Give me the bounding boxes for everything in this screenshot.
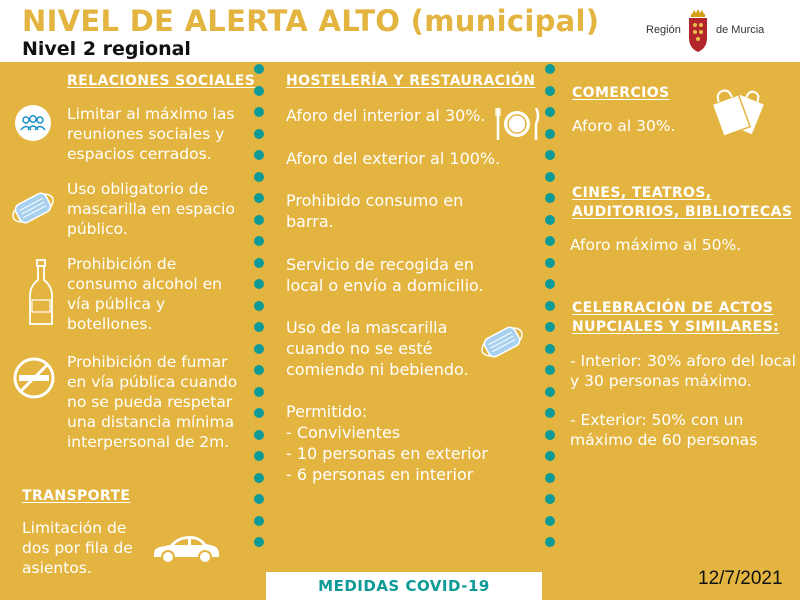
region-logo [646,8,776,58]
separator-dot [545,430,555,440]
separator-dot [545,473,555,483]
logo-text-right: de Murcia [716,24,765,36]
separator-dot [254,215,264,225]
separator-dot [545,193,555,203]
separator-dot [254,430,264,440]
page-title: NIVEL DE ALERTA ALTO (municipal) [22,4,600,38]
separator-dot [545,344,555,354]
separator-dot [254,236,264,246]
car-icon [150,532,222,566]
transport-text: Limitación de dos por fila de asientos. [22,519,133,577]
social-text-4: Prohibición de fumar en vía pública cuando no se pueda respetar una distancia mínima interpersonal de 2m. [67,353,238,451]
separator-dot [545,107,555,117]
separator-dot [254,451,264,461]
separator-dot [545,150,555,160]
separator-dot [254,279,264,289]
section-title-hospitality: HOSTELERÍA Y RESTAURACIÓN [286,73,536,89]
separator-dot [545,258,555,268]
page-subtitle: Nivel 2 regional [22,38,191,60]
separator-dot [254,86,264,96]
bottle-icon [26,258,56,328]
hospitality-allowed-1: - Convivientes [286,423,401,442]
hospitality-text-2: Aforo del exterior al 100%. [286,149,501,168]
separator-dot [545,516,555,526]
header-banner [0,0,800,62]
separator-dot [545,64,555,74]
no-smoking-icon [12,356,56,400]
separator-dot [254,107,264,117]
separator-dot [254,365,264,375]
separator-left [253,64,265,559]
separator-dot [545,129,555,139]
hospitality-allowed-3: - 6 personas en interior [286,465,474,484]
social-text-1: Limitar al máximo las reuniones sociales y espacios cerrados. [67,105,235,163]
coat-of-arms-icon [686,8,710,54]
separator-dot [254,537,264,547]
separator-dot [545,387,555,397]
section-title-weddings-2: NUPCIALES Y SIMILARES: [572,319,780,335]
people-icon [14,104,52,142]
hospitality-text-1: Aforo del interior al 30%. [286,106,486,125]
separator-dot [545,301,555,311]
hospitality-text-4: Servicio de recogida en local o envío a domicilio. [286,255,484,295]
hospitality-allowed-title: Permitido: [286,402,368,421]
separator-dot [254,258,264,268]
separator-dot [254,129,264,139]
section-title-weddings-1: CELEBRACIÓN DE ACTOS [572,300,774,316]
separator-dot [254,150,264,160]
mask-icon [4,186,62,230]
plate-cutlery-icon [493,104,541,144]
mask-icon [472,320,532,364]
section-title-cinemas-1: CINES, TEATROS, [572,185,712,201]
separator-dot [545,86,555,96]
separator-dot [545,408,555,418]
separator-dot [254,172,264,182]
separator-dot [545,322,555,332]
footer-banner: MEDIDAS COVID-19 [266,572,542,600]
separator-right [544,64,556,559]
section-title-social: RELACIONES SOCIALES [67,73,256,89]
separator-dot [545,236,555,246]
separator-dot [254,301,264,311]
social-text-3: Prohibición de consumo alcohol en vía pública y botellones. [67,255,222,333]
section-title-cinemas-2: AUDITORIOS, BIBLIOTECAS [572,204,793,220]
separator-dot [254,344,264,354]
separator-dot [254,516,264,526]
section-title-transport: TRANSPORTE [22,488,131,504]
separator-dot [545,451,555,461]
hospitality-text-3: Prohibido consumo en barra. [286,191,464,231]
separator-dot [545,365,555,375]
separator-dot [254,473,264,483]
separator-dot [545,279,555,289]
social-text-2: Uso obligatorio de mascarilla en espacio público. [67,180,235,238]
shopping-bags-icon [708,80,772,138]
cinemas-text: Aforo máximo al 50%. [570,236,742,254]
separator-dot [254,494,264,504]
logo-text-left: Región [646,24,681,36]
separator-dot [545,494,555,504]
separator-dot [545,172,555,182]
section-title-shops: COMERCIOS [572,85,670,101]
separator-dot [254,408,264,418]
separator-dot [254,64,264,74]
weddings-text-1: - Interior: 30% aforo del local y 30 personas máximo. [570,352,796,390]
date-label: 12/7/2021 [698,568,783,589]
shops-text: Aforo al 30%. [572,117,676,135]
separator-dot [254,322,264,332]
separator-dot [254,387,264,397]
separator-dot [254,193,264,203]
hospitality-allowed-2: - 10 personas en exterior [286,444,488,463]
weddings-text-2: - Exterior: 50% con un máximo de 60 personas [570,411,758,449]
separator-dot [545,215,555,225]
hospitality-text-5: Uso de la mascarilla cuando no se esté comiendo ni bebiendo. [286,318,469,379]
separator-dot [545,537,555,547]
